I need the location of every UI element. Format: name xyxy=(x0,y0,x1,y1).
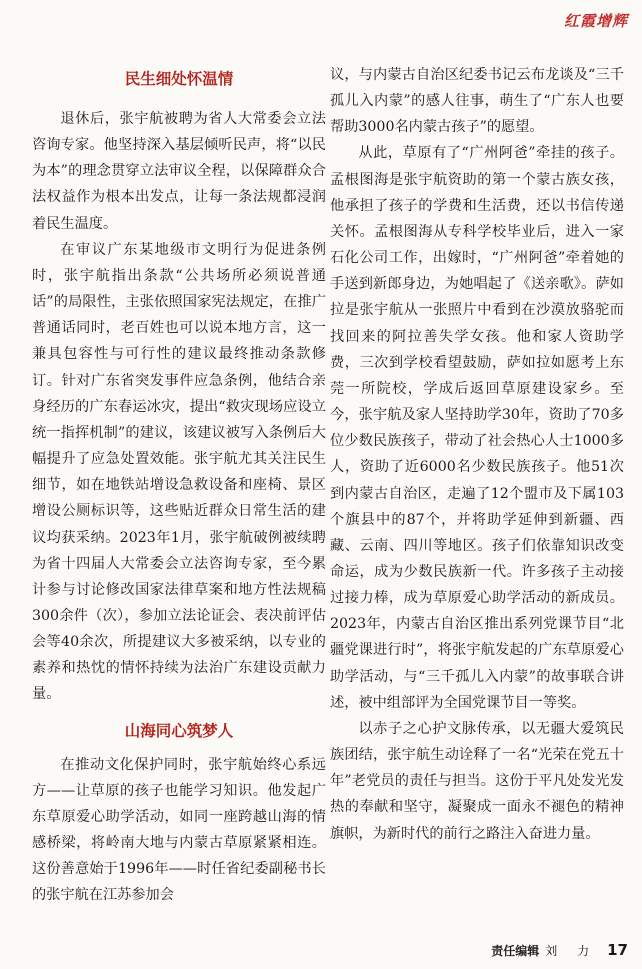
editor-label: 责任编辑 xyxy=(491,944,540,958)
paragraph-continuation: 议，与内蒙古自治区纪委书记云布龙谈及“三千孤儿入内蒙”的感人往事，萌生了“广东人也要帮助3000名内蒙古孩子”的愿望。 xyxy=(330,67,624,136)
editor-name: 刘 力 xyxy=(545,944,598,958)
section-title-livelihood: 民生细处怀温情 xyxy=(124,70,234,88)
paragraph: 以赤子之心护文脉传承，以无疆大爱筑民族团结，张宇航生动诠释了一名“光荣在党五十年”老党员的责任与担当。这份于平凡处发光发热的奉献和坚守，凝聚成一面永不褪色的精神旗帜，为新时代的前行之路注入奋进力量。 xyxy=(330,720,624,842)
paragraph: 在推动文化保护同时，张宇航始终心系远方——让草原的孩子也能学习知识。他发起广东草原爱心助学活动，如同一座跨越山海的情感桥梁，将岭南大地与内蒙古草原紧紧相连。这份善意始于1996年——时任省纪委副秘书长的张宇航在江苏参加会 xyxy=(32,756,326,904)
paragraph: 从此，草原有了“广州阿爸”牵挂的孩子。孟根图海是张宇航资助的第一个蒙古族女孩，他承担了孩子的学费和生活费，还以书信传递关怀。孟根图海从专科学校毕业后，进入一家石化公司工作，出嫁时，“广州阿爸”牵着她的手送到新郎身边，为她唱起了《送亲歌》。萨如拉是张宇航从一张照片中看到在沙漠放骆驼而找回来的阿拉善失学女孩。他和家人资助学费，三次到学校看望鼓励，萨如拉如愿考上东莞一所院校，学成后返回草原建设家乡。至今，张宇航及家人坚持助学30年，资助了70多位少数民族孩子，带动了社会热心人士1000多人，资助了近6000名少数民族孩子。他51次到内蒙古自治区，走遍了12个盟市及下属103个旗县中的87个，并将助学延伸到新疆、西藏、云南、四川等地区。孩子们依靠知识改变命运，成为少数民族新一代。许多孩子主动接过接力棒，成为草原爱心助学活动的新成员。2023年，内蒙古自治区推出系列党课节目“北疆党课进行时”，将张宇航发起的广东草原爱心助学活动，与“三千孤儿入内蒙”的故事联合讲述，被中组部评为全国党课节目一等奖。 xyxy=(330,145,624,711)
section-title-mountain-sea: 山海同心筑梦人 xyxy=(124,721,234,740)
page-number: 17 xyxy=(607,941,628,959)
right-column xyxy=(330,62,624,847)
page-footer xyxy=(491,941,628,959)
magazine-brand-logo: 红霞增辉 xyxy=(563,12,628,30)
left-column xyxy=(32,66,326,909)
paragraph: 在审议广东某地级市文明行为促进条例时，张宇航指出条款“公共场所必须说普通话”的局限性，主张依照国家宪法规定，在推广普通话同时，老百姓也可以说本地方言，这一兼具包容性与可行性的建议最终推动条款修订。针对广东省突发事件应急条例，他结合亲身经历的广东春运冰灾，提出“救灾现场应设立统一指挥机制”的建议，该建议被写入条例后大幅提升了应急处置效能。张宇航尤其关注民生细节，如在地铁站增设急救设备和座椅、景区增设公厕标识等，这些贴近群众日常生活的建议均获采纳。2023年1月，张宇航破例被续聘为省十四届人大常委会立法咨询专家，至今累计参与讨论修改国家法律草案和地方性法规稿300余件（次），参加立法论证会、表决前评估会等40余次，所提建议大多被采纳，以专业的素养和热忱的情怀持续为法治广东建设贡献力量。 xyxy=(32,241,326,703)
paragraph: 退休后，张宇航被聘为省人大常委会立法咨询专家。他坚持深入基层倾听民声，将“以民为本”的理念贯穿立法审议全程，以保障群众合法权益作为根本出发点，让每一条法规都浸润着民生温度。 xyxy=(32,111,326,232)
